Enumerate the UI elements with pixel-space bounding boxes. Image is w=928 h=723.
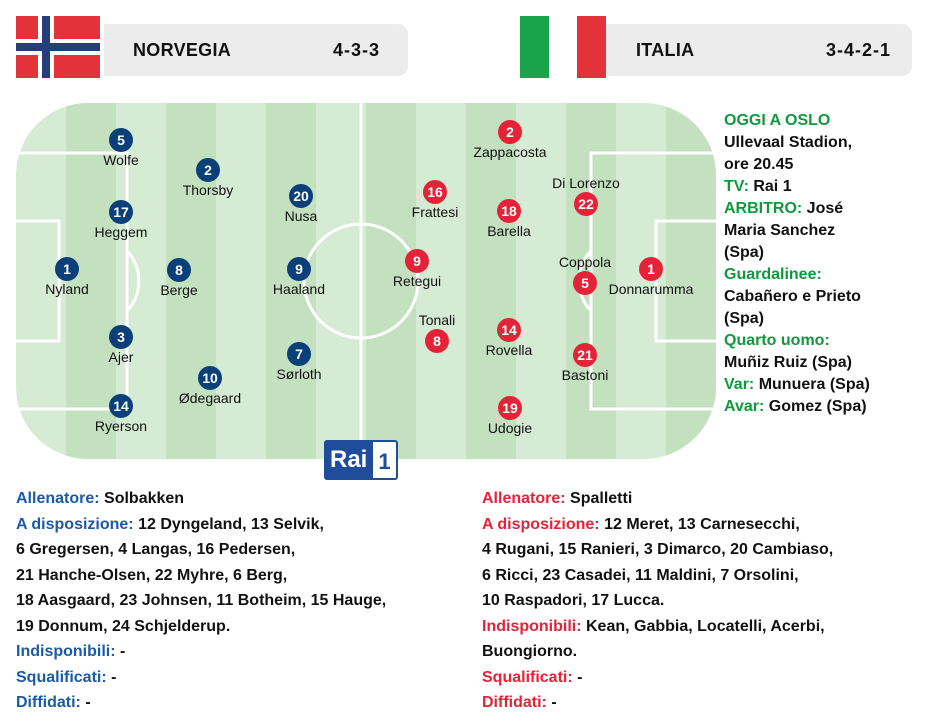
avar-value: Gomez (Spa) — [768, 398, 867, 415]
player-number: 18 — [497, 199, 521, 223]
suspended-value: - — [111, 668, 117, 686]
norway-details — [16, 486, 386, 716]
suspended-value: - — [577, 668, 583, 686]
norway-unavailable-line — [16, 639, 386, 665]
unavailable-label: Indisponibili: — [482, 617, 582, 635]
player-name: Coppola — [558, 254, 612, 270]
var-line — [724, 374, 924, 396]
player-number: 21 — [573, 343, 597, 367]
player-norway-nyland — [7, 257, 127, 298]
bench-label: A disposizione: — [16, 515, 134, 533]
referee-value: José — [806, 200, 844, 217]
player-name: Bastoni — [561, 367, 609, 383]
player-italy-zappacosta — [450, 120, 570, 161]
player-name: Ryerson — [94, 418, 148, 434]
tv-label: TV: — [724, 178, 749, 195]
player-name: Haaland — [272, 281, 326, 297]
referee-country: (Spa) — [724, 244, 764, 261]
player-name: Heggem — [94, 224, 148, 240]
player-number: 22 — [574, 192, 598, 216]
player-number: 8 — [425, 329, 449, 353]
italy-warned-line — [482, 690, 833, 716]
player-number: 2 — [196, 158, 220, 182]
unavailable-value: Kean, Gabbia, Locatelli, Acerbi, — [586, 617, 825, 635]
player-italy-udogie — [450, 396, 570, 437]
referee-name: Maria Sanchez — [724, 222, 836, 239]
italy-bench-line-2: 4 Rugani, 15 Ranieri, 3 Dimarco, 20 Cambiaso, — [482, 541, 834, 558]
var-value: Munuera (Spa) — [758, 376, 870, 393]
italy-bench-line — [482, 512, 833, 538]
player-norway-nusa — [241, 184, 361, 225]
player-name: Retegui — [392, 273, 442, 289]
player-number: 10 — [198, 366, 222, 390]
player-number: 2 — [498, 120, 522, 144]
suspended-label: Squalificati: — [16, 668, 107, 686]
norway-bench-line-2: 6 Gregersen, 4 Langas, 16 Pedersen, — [16, 541, 296, 558]
player-name: Rovella — [485, 342, 533, 358]
italy-suspended-line — [482, 665, 833, 691]
player-number: 5 — [573, 271, 597, 295]
avar-line — [724, 396, 924, 418]
suspended-label: Squalificati: — [482, 668, 573, 686]
norway-bench-line-3: 21 Hanche-Olsen, 22 Myhre, 6 Berg, — [16, 566, 288, 584]
linesmen-label: Guardalinee: — [724, 266, 822, 283]
avar-label: Avar: — [724, 398, 765, 415]
unavailable-value: - — [120, 643, 126, 660]
player-name: Ajer — [108, 349, 134, 365]
match-info — [724, 110, 924, 418]
norway-suspended-line — [16, 665, 386, 691]
player-norway-haaland — [239, 257, 359, 298]
player-norway-ryerson — [61, 394, 181, 435]
player-name: Wolfe — [103, 152, 139, 168]
coach-value: Spalletti — [570, 490, 633, 507]
var-label: Var: — [724, 376, 755, 393]
player-norway-berge — [119, 258, 239, 299]
fourth-official-value: Muñiz Ruiz (Spa) — [724, 354, 852, 371]
bench-value: 12 Dyngeland, 13 Selvik, — [138, 515, 324, 533]
player-name: Zappacosta — [473, 144, 547, 160]
warned-label: Diffidati: — [482, 694, 547, 711]
linesmen-names: Cabañero e Prieto — [724, 288, 861, 305]
player-italy-retegui — [357, 249, 477, 290]
italy-team-name: ITALIA — [636, 40, 695, 60]
linesmen-country: (Spa) — [724, 310, 764, 327]
italy-bench-line-3: 6 Ricci, 23 Casadei, 11 Maldini, 7 Orsolini, — [482, 566, 799, 584]
player-name: Sørloth — [276, 366, 322, 382]
warned-label: Diffidati: — [16, 694, 81, 711]
norway-coach-line — [16, 486, 386, 512]
player-name: Donnarumma — [608, 281, 694, 297]
player-number: 7 — [287, 342, 311, 366]
warned-value: - — [85, 694, 91, 711]
tv-value: Rai 1 — [753, 178, 792, 195]
player-number: 9 — [405, 249, 429, 273]
player-number: 14 — [497, 318, 521, 342]
player-name: Thorsby — [182, 182, 234, 198]
bench-label: A disposizione: — [482, 515, 600, 533]
norway-bench-line-5: 19 Donnum, 24 Schjelderup. — [16, 617, 231, 635]
coach-value: Solbakken — [104, 490, 185, 507]
player-name: Nusa — [284, 208, 318, 224]
norway-warned-line — [16, 690, 386, 716]
unavailable-label: Indisponibili: — [16, 643, 116, 660]
bench-value: 12 Meret, 13 Carnesecchi, — [604, 515, 800, 533]
player-name: Ødegaard — [178, 390, 242, 406]
italy-details — [482, 486, 833, 716]
player-number: 3 — [109, 325, 133, 349]
player-number: 8 — [167, 258, 191, 282]
italy-unavailable-line-2: Buongiorno. — [482, 643, 578, 660]
player-name: Berge — [160, 282, 198, 298]
italy-bench-line-4: 10 Raspadori, 17 Lucca. — [482, 592, 665, 609]
referee-line — [724, 198, 924, 220]
player-number: 20 — [289, 184, 313, 208]
player-number: 1 — [55, 257, 79, 281]
referee-label: ARBITRO: — [724, 200, 803, 217]
player-number: 9 — [287, 257, 311, 281]
player-italy-di-lorenzo — [526, 175, 646, 216]
player-name: Udogie — [487, 420, 533, 436]
coach-label: Allenatore: — [16, 490, 100, 507]
match-when-where: OGGI A OSLO — [724, 112, 831, 129]
player-italy-donnarumma — [591, 257, 711, 298]
rai1-logo — [324, 440, 398, 480]
player-norway-ajer — [61, 325, 181, 366]
player-italy-bastoni — [525, 343, 645, 384]
player-name: Barella — [487, 223, 531, 239]
player-norway-heggem — [61, 200, 181, 241]
player-name: Frattesi — [411, 204, 459, 220]
player-number: 17 — [109, 200, 133, 224]
norway-bench-line-4: 18 Aasgaard, 23 Johnsen, 11 Botheim, 15 Hauge, — [16, 592, 387, 609]
norway-bench-line — [16, 512, 386, 538]
football-pitch — [16, 103, 716, 459]
norway-team-name: NORVEGIA — [133, 40, 232, 60]
italy-flag — [520, 16, 606, 78]
player-name: Di Lorenzo — [552, 175, 620, 191]
warned-value: - — [551, 694, 557, 711]
match-time: ore 20.45 — [724, 156, 794, 173]
coach-label: Allenatore: — [482, 490, 566, 507]
italy-formation: 3-4-2-1 — [826, 40, 892, 60]
rai-logo-text: Rai — [324, 440, 373, 480]
italy-unavailable-line — [482, 614, 833, 640]
norway-flag — [16, 16, 100, 78]
player-number: 1 — [639, 257, 663, 281]
player-name: Nyland — [45, 281, 89, 297]
match-stadium: Ullevaal Stadion, — [724, 134, 853, 151]
norway-formation: 4-3-3 — [333, 40, 381, 60]
italy-coach-line — [482, 486, 833, 512]
player-number: 19 — [498, 396, 522, 420]
tv-line — [724, 176, 924, 198]
player-number: 14 — [109, 394, 133, 418]
fourth-official-label: Quarto uomo: — [724, 332, 830, 349]
player-number: 5 — [109, 128, 133, 152]
rai-logo-number: 1 — [373, 440, 397, 480]
player-number: 16 — [423, 180, 447, 204]
player-name: Tonali — [418, 312, 456, 328]
